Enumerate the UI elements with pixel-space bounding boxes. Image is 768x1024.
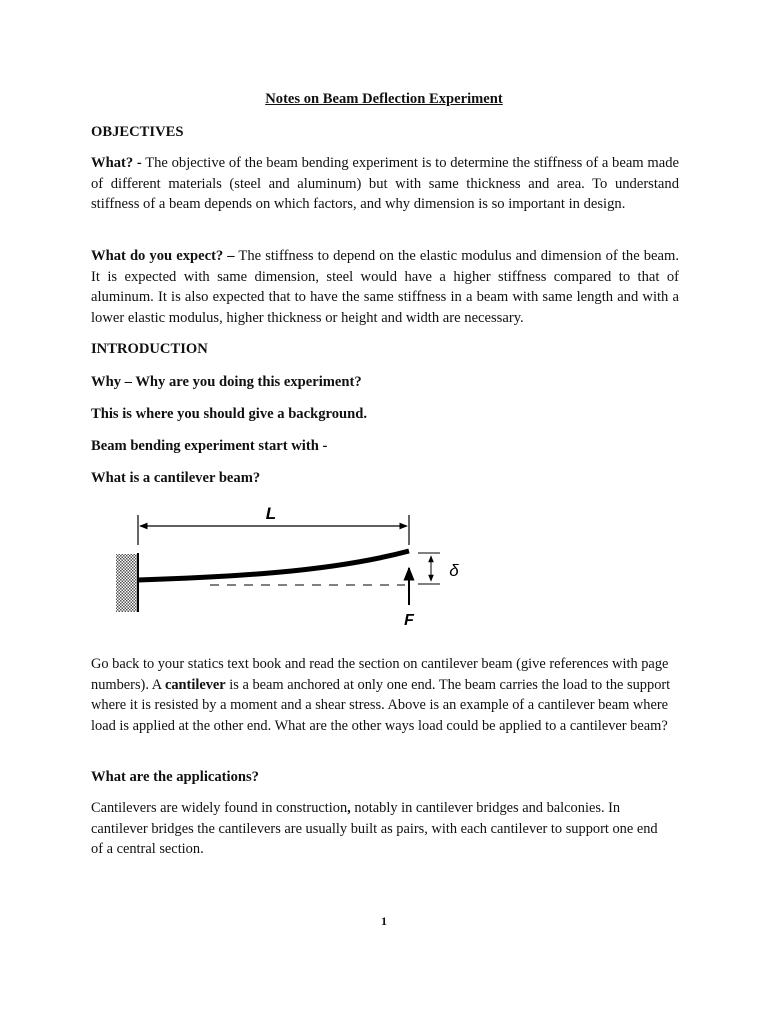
- background-note: This is where you should give a background.: [91, 406, 368, 422]
- what-label: What? -: [91, 155, 142, 171]
- statics-paragraph: Go back to your statics text book and read the section on cantilever beam (give references with page numbers). A cantilever is a beam anchored at only one end. The beam carries the load to the support where it is resisted by a moment and a shear stress. Above is an example of a cantilever beam where load is applied at the other end. What are the other ways load could be applied to a cantilever beam?: [91, 656, 671, 734]
- expect-label: What do you expect? –: [91, 248, 235, 264]
- why-question: Why – Why are you doing this experiment?: [91, 374, 362, 390]
- deflected-beam: [138, 551, 409, 580]
- document-title: Notes on Beam Deflection Experiment: [265, 91, 503, 107]
- cantilever-question: What is a cantilever beam?: [91, 470, 261, 486]
- what-text: The objective of the beam bending experiment is to determine the stiffness of a beam made of different materials (steel and aluminum) but with same thickness and area. To understand stiffness of a beam depends on which factors, and why dimension is so important in design.: [91, 155, 679, 212]
- introduction-heading: INTRODUCTION: [91, 341, 208, 357]
- expect-text: The stiffness to depend on the elastic modulus and dimension of the beam. It is expected with same dimension, steel would have a higher stiffness compared to that of aluminum. It is also expected that to have the same stiffness in a beam with same length and with a lower elastic modulus, higher thickness or height and width are necessary.: [91, 248, 679, 326]
- applications-heading: What are the applications?: [91, 769, 259, 785]
- applications-paragraph: Cantilevers are widely found in construction, notably in cantilever bridges and balconies. In cantilever bridges the cantilevers are usually built as pairs, with each cantilever to support one end of a central section.: [91, 800, 658, 858]
- objectives-heading: OBJECTIVES: [91, 124, 184, 140]
- wall-support: [116, 554, 137, 612]
- experiment-start: Beam bending experiment start with -: [91, 438, 328, 454]
- length-label: L: [265, 504, 277, 523]
- cantilever-term: cantilever: [164, 676, 226, 693]
- force-label: F: [404, 612, 414, 629]
- deflection-label: δ: [449, 561, 459, 580]
- page-number: 1: [381, 914, 387, 928]
